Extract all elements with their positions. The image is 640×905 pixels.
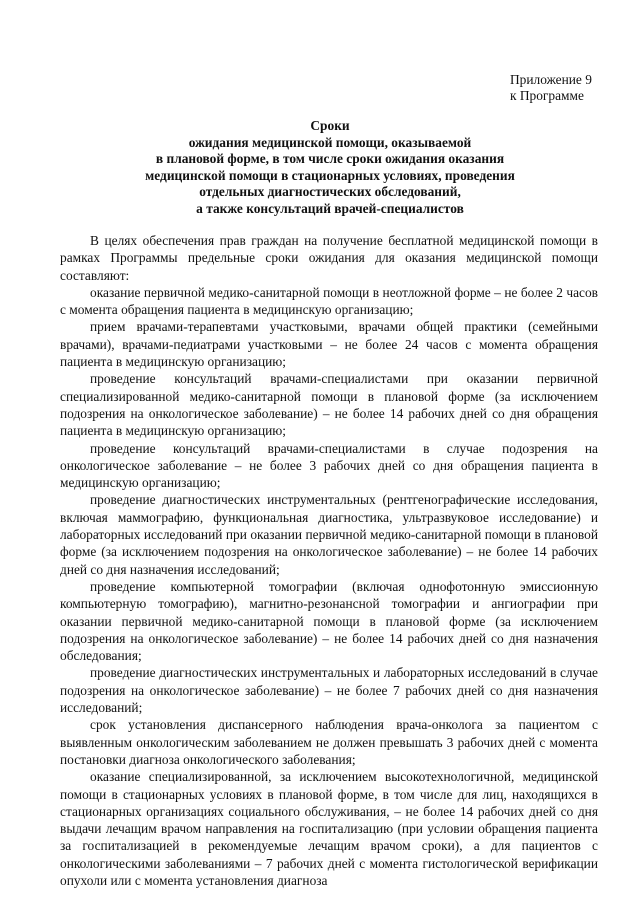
list-paragraph: оказание специализированной, за исключением высокотехнологичной, медицинской помощи в стационарных условиях в плановой форме, в том числе для лиц, находящихся в стационарных организациях социального обслуживания, – не более 14 рабочих дней со дня выдачи лечащим врачом направления на госпитализацию (при условии обращения пациента за госпитализацией в рекомендуемые лечащим врачом сроки), а для пациентов с онкологическими заболеваниями – 7 рабочих дней с момента гистологической верификации опухоли или с момента установления диагноза (60, 769, 598, 888)
appendix-program: к Программе (510, 88, 584, 103)
title-line: Сроки (310, 118, 350, 133)
list-paragraph: прием врачами-терапевтами участковыми, врачами общей практики (семейными врачами), врачами-педиатрами участковыми – не более 24 часов с момента обращения пациента в медицинскую организацию; (60, 319, 598, 370)
list-paragraph: проведение диагностических инструментальных и лабораторных исследований в случае подозрения на онкологическое заболевание) – не более 7 рабочих дней со дня назначения исследований; (60, 665, 598, 716)
list-paragraph: проведение консультаций врачами-специалистами при оказании первичной специализированной медико-санитарной помощи в плановой форме (за исключением подозрения на онкологическое заболевание) – не более 14 рабочих дней со дня обращения пациента в медицинскую организацию; (60, 371, 598, 439)
list-paragraph: проведение консультаций врачами-специалистами в случае подозрения на онкологическое заболевание – не более 3 рабочих дней со дня обращения пациента в медицинскую организацию; (60, 440, 598, 491)
intro-paragraph: В целях обеспечения прав граждан на получение бесплатной медицинской помощи в рамках Программы предельные сроки ожидания для оказания медицинской помощи составляют: (60, 233, 598, 283)
appendix-number: Приложение 9 (510, 72, 592, 87)
list-paragraph: срок установления диспансерного наблюдения врача-онколога за пациентом с выявленным онкологическим заболеванием не должен превышать 3 рабочих дней с момента постановки диагноза онкологического заболевания; (60, 717, 598, 767)
list-paragraph: проведение компьютерной томографии (включая однофотонную эмиссионную компьютерную томографию), магнитно-резонансной томографии и ангиографии при оказании первичной медико-санитарной помощи в плановой форме (за исключением подозрения на онкологическое заболевание) – не более 14 рабочих дней со дня назначения обследования; (60, 578, 598, 664)
title-line: ожидания медицинской помощи, оказываемой (188, 134, 472, 150)
title-line: медицинской помощи в стационарных условиях, проведения (145, 167, 515, 183)
title-line: отдельных диагностических обследований, (199, 184, 461, 199)
list-paragraph: проведение диагностических инструментальных (рентгенографические исследования, включая маммографию, функциональная диагностика, ультразвуковое исследование) и лабораторных исследований при оказании первичной медико-санитарной помощи в плановой форме (за исключением подозрения на онкологическое заболевание) – не более 14 рабочих дней со дня назначения исследований; (60, 492, 598, 577)
document-body (60, 232, 598, 889)
list-paragraph: оказание первичной медико-санитарной помощи в неотложной форме – не более 2 часов с момента обращения пациента в медицинскую организацию; (60, 284, 598, 318)
document-title (60, 118, 600, 217)
title-line: а также консультаций врачей-специалистов (196, 200, 464, 216)
title-line: в плановой форме, в том числе сроки ожидания оказания (155, 151, 505, 166)
appendix-reference (510, 72, 630, 104)
